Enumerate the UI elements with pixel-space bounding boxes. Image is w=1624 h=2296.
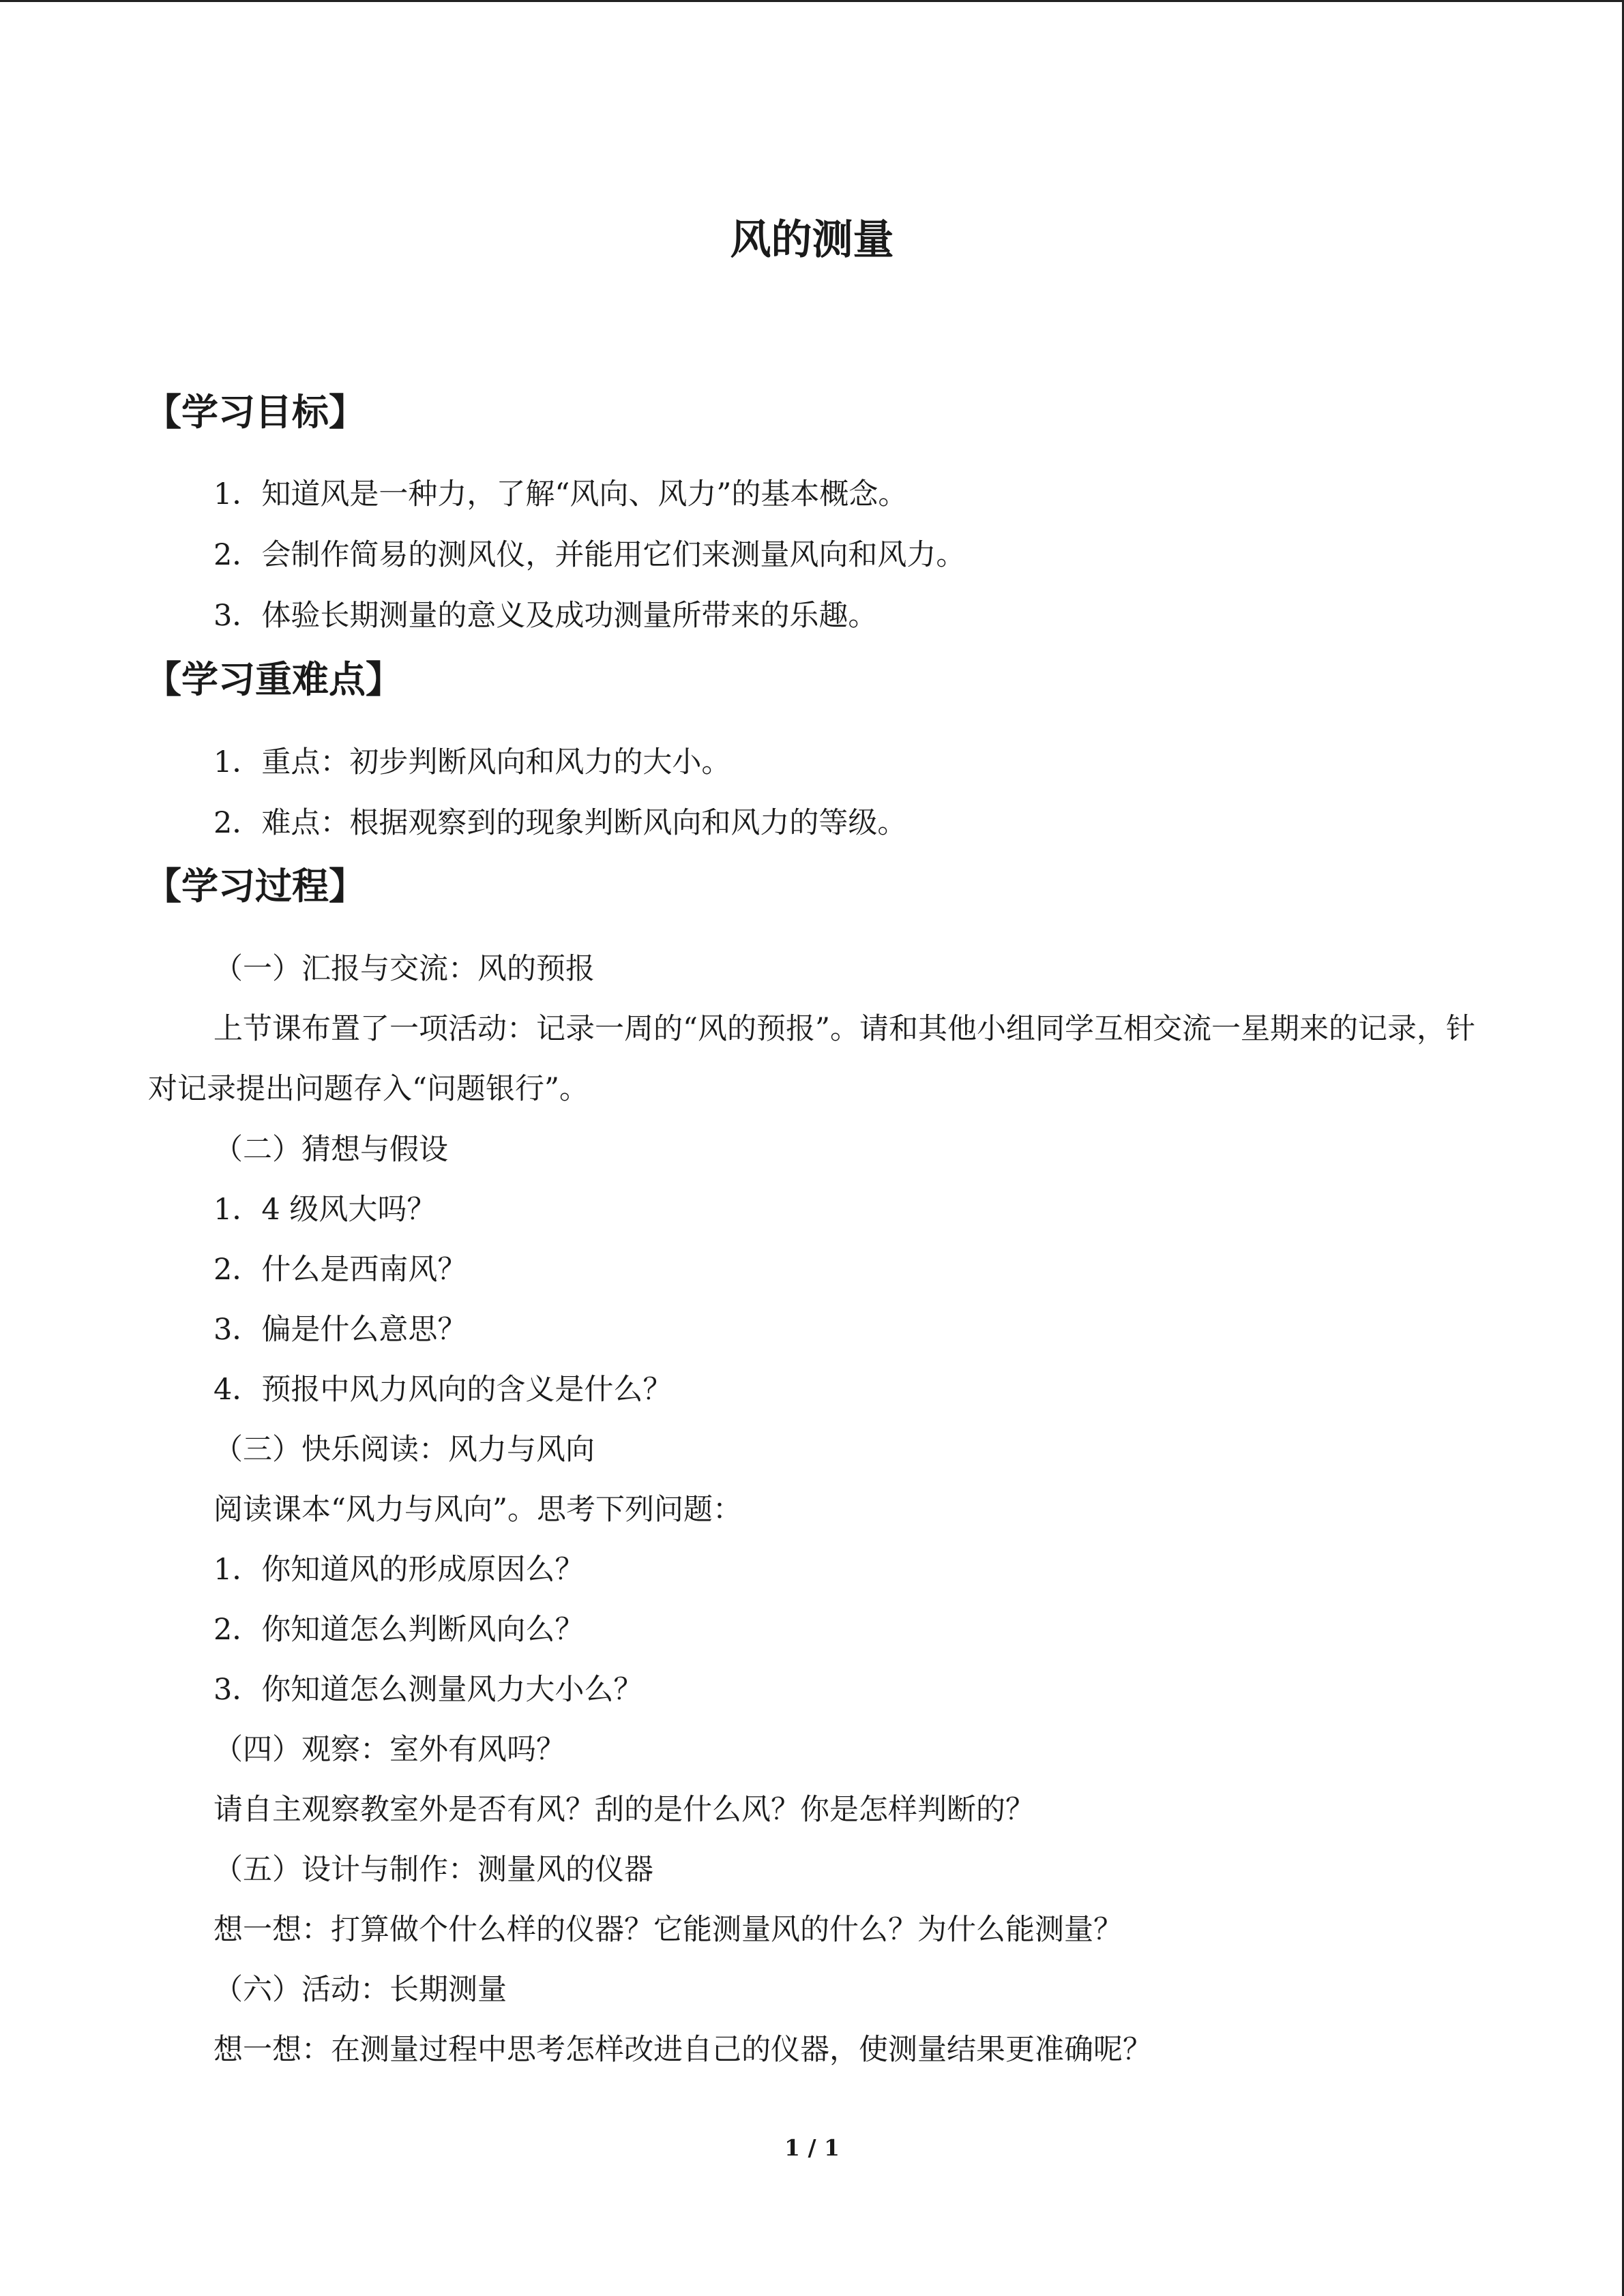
process-part3-text: 阅读课本“风力与风向”。思考下列问题： xyxy=(213,1493,742,1527)
document-title: 风的测量 xyxy=(730,216,894,264)
goals-heading: 【学习目标】 xyxy=(145,391,366,434)
key-point-item-2: 2．难点：根据观察到的现象判断风向和风力的等级。 xyxy=(213,806,907,840)
key-point-item-1: 1．重点：初步判断风向和风力的大小。 xyxy=(213,745,731,779)
process-part3-item-3: 3．你知道怎么测量风力大小么？ xyxy=(213,1673,643,1707)
process-part6-title: （六）活动：长期测量 xyxy=(213,1973,507,2007)
process-part4-text: 请自主观察教室外是否有风？刮的是什么风？你是怎样判断的？ xyxy=(213,1793,1035,1827)
process-part2-item-1: 1．4 级风大吗？ xyxy=(213,1193,437,1227)
goal-item-3: 3．体验长期测量的意义及成功测量所带来的乐趣。 xyxy=(213,599,878,633)
process-part2-item-4: 4．预报中风力风向的含义是什么？ xyxy=(213,1373,673,1407)
goal-item-2: 2．会制作简易的测风仪，并能用它们来测量风向和风力。 xyxy=(213,538,966,572)
key-points-heading: 【学习重难点】 xyxy=(145,658,402,701)
process-part1-text: 上节课布置了一项活动：记录一周的“风的预报”。请和其他小组同学互相交流一星期来的记录，针对记录提出问题存入“问题银行”。 xyxy=(148,1012,1475,1106)
process-part5-title: （五）设计与制作：测量风的仪器 xyxy=(213,1853,653,1887)
page-number: 1 / 1 xyxy=(784,2134,840,2161)
process-part2-title: （二）猜想与假设 xyxy=(213,1133,448,1167)
process-part2-item-3: 3．偏是什么意思？ xyxy=(213,1313,467,1347)
process-part3-title: （三）快乐阅读：风力与风向 xyxy=(213,1433,595,1467)
process-heading: 【学习过程】 xyxy=(145,865,366,908)
process-part6-text: 想一想：在测量过程中思考怎样改进自己的仪器，使测量结果更准确呢？ xyxy=(213,2033,1152,2067)
process-part5-text: 想一想：打算做个什么样的仪器？它能测量风的什么？为什么能测量？ xyxy=(213,1913,1123,1947)
process-part1-title: （一）汇报与交流：风的预报 xyxy=(213,952,595,986)
process-part4-title: （四）观察：室外有风吗？ xyxy=(213,1733,565,1767)
process-part2-item-2: 2．什么是西南风？ xyxy=(213,1253,467,1287)
process-part3-item-2: 2．你知道怎么判断风向么？ xyxy=(213,1613,585,1647)
goal-item-1: 1．知道风是一种力，了解“风向、风力”的基本概念。 xyxy=(213,477,908,511)
process-part3-item-1: 1．你知道风的形成原因么？ xyxy=(213,1553,585,1587)
